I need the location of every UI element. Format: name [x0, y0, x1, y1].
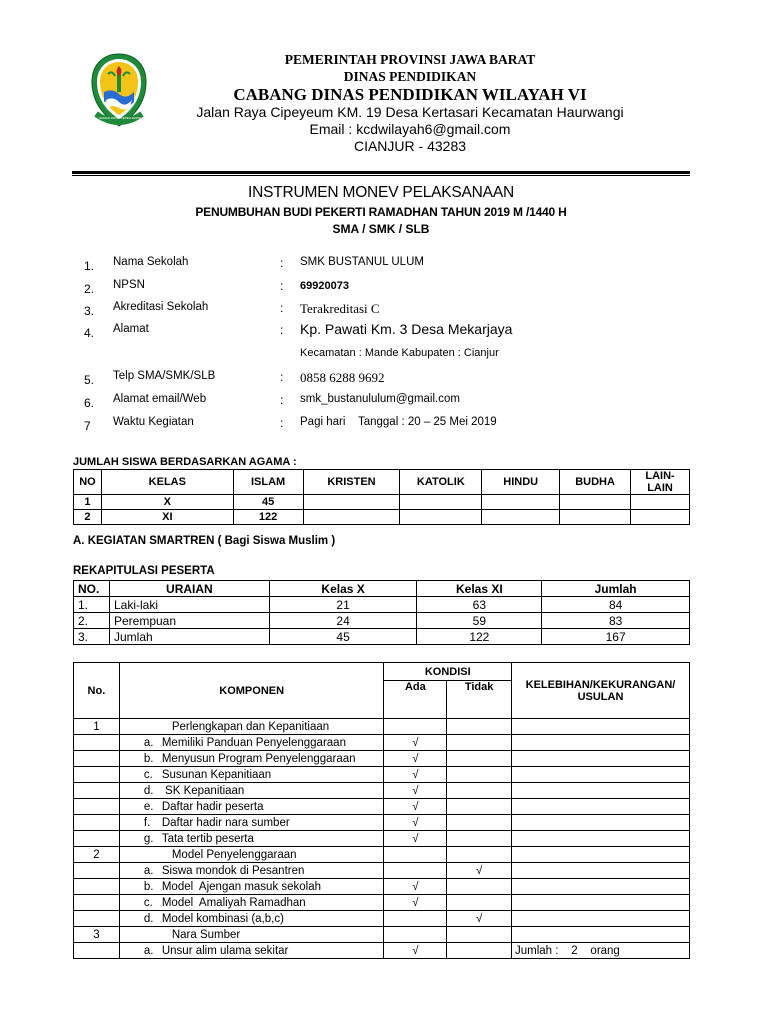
table-cell — [482, 510, 560, 525]
table-row — [74, 613, 690, 629]
table-row — [74, 783, 690, 799]
table-cell: 63 — [417, 597, 542, 613]
table-cell: 45 — [269, 629, 417, 645]
table-row — [74, 597, 690, 613]
header-cell: BUDHA — [560, 470, 631, 495]
table-row — [74, 815, 690, 831]
ada-check: √ — [384, 783, 447, 799]
header-cell: Kelas X — [269, 581, 417, 597]
tidak-check — [447, 895, 512, 911]
tidak-check — [447, 943, 512, 959]
tidak-check — [447, 799, 512, 815]
row-number — [74, 815, 120, 831]
ada-check — [384, 911, 447, 927]
tidak-check — [447, 879, 512, 895]
header-government: PEMERINTAH PROVINSI JAWA BARAT — [284, 52, 536, 67]
notes-cell — [512, 879, 690, 895]
table-cell: 2 — [74, 510, 102, 525]
tidak-check — [447, 783, 512, 799]
tidak-check — [447, 719, 512, 735]
document-subtitle-level: SMA / SMK / SLB — [332, 222, 430, 236]
identity-value-secondary: Kecamatan : Mande Kabupaten : Cianjur — [300, 347, 499, 359]
table-cell: 2. — [74, 613, 110, 629]
identity-label: Waktu Kegiatan — [113, 416, 194, 428]
sub-item-letter: c. — [143, 896, 153, 909]
header-cell: Jumlah — [542, 581, 690, 597]
identity-colon: : — [280, 256, 284, 270]
table-row — [74, 735, 690, 751]
ada-check — [384, 719, 447, 735]
tidak-check — [447, 815, 512, 831]
table-row — [74, 767, 690, 783]
table-cell — [560, 510, 631, 525]
component-cell — [119, 911, 384, 927]
identity-row-phone — [84, 370, 684, 388]
identity-number: 7 — [84, 419, 91, 433]
notes-cell — [512, 783, 690, 799]
header-email: Email : kcdwilayah6@gmail.com — [309, 121, 511, 137]
row-number — [74, 799, 120, 815]
component-cell — [119, 751, 384, 767]
notes-cell — [512, 911, 690, 927]
tidak-check — [447, 767, 512, 783]
header-divider-thick — [72, 171, 690, 174]
component-cell — [119, 943, 384, 959]
component-cell — [119, 767, 384, 783]
table-cell: 122 — [417, 629, 542, 645]
sub-item-label: Daftar hadir peserta — [161, 800, 264, 813]
identity-label: NPSN — [113, 279, 145, 291]
sub-item-letter: b. — [143, 752, 154, 765]
recap-heading: REKAPITULASI PESERTA — [73, 565, 215, 577]
sub-item-letter: a. — [143, 736, 154, 749]
participant-recap-table — [73, 580, 690, 645]
table-cell: XI — [101, 510, 233, 525]
identity-label: Alamat email/Web — [113, 393, 207, 405]
row-number — [74, 831, 120, 847]
identity-label: Telp SMA/SMK/SLB — [113, 370, 216, 382]
row-number — [74, 895, 120, 911]
sub-item-label: Unsur alim ulama sekitar — [161, 944, 289, 957]
ada-check: √ — [384, 767, 447, 783]
row-number — [74, 783, 120, 799]
sub-item-label: SK Kepanitiaan — [161, 784, 245, 797]
header-no: No. — [74, 663, 120, 719]
identity-number: 4. — [84, 326, 95, 340]
identity-value: SMK BUSTANUL ULUM — [300, 256, 424, 268]
sub-item-label: Menyusun Program Penyelenggaraan — [161, 752, 356, 765]
identity-number: 2. — [84, 282, 95, 296]
identity-value: Kp. Pawati Km. 3 Desa Mekarjaya — [300, 321, 513, 337]
row-number — [74, 751, 120, 767]
header-cell: HINDU — [482, 470, 560, 495]
table-row — [74, 629, 690, 645]
row-number — [74, 767, 120, 783]
row-number — [74, 863, 120, 879]
ada-check: √ — [384, 815, 447, 831]
table-row — [74, 943, 690, 959]
notes-cell — [512, 847, 690, 863]
notes-cell — [512, 927, 690, 943]
notes-cell — [512, 863, 690, 879]
component-cell — [119, 879, 384, 895]
header-cell: URAIAN — [109, 581, 269, 597]
component-cell — [119, 927, 384, 943]
row-number — [74, 943, 120, 959]
table-cell: 83 — [542, 613, 690, 629]
component-cell — [119, 719, 384, 735]
tidak-check — [447, 927, 512, 943]
row-number — [74, 735, 120, 751]
notes-cell — [512, 831, 690, 847]
identity-value: Terakreditasi C — [300, 301, 380, 316]
sub-item-letter: f. — [143, 816, 151, 829]
identity-row-address — [84, 323, 684, 341]
ada-check: √ — [384, 895, 447, 911]
header-component: KOMPONEN — [119, 663, 384, 719]
table-header-row — [74, 581, 690, 597]
table-cell — [560, 495, 631, 510]
table-cell: 1 — [74, 495, 102, 510]
table-header-row — [74, 470, 690, 495]
header-cell: KRISTEN — [303, 470, 400, 495]
table-cell: Laki-laki — [109, 597, 269, 613]
table-row — [74, 799, 690, 815]
header-cell: KATOLIK — [400, 470, 482, 495]
table-row — [74, 847, 690, 863]
notes-cell — [512, 735, 690, 751]
sub-item-label: Tata tertib peserta — [161, 832, 254, 845]
table-cell: 21 — [269, 597, 417, 613]
identity-value: smk_bustanululum@gmail.com — [300, 393, 460, 405]
sub-item-label: Memiliki Panduan Penyelenggaraan — [161, 736, 346, 749]
document-title: INSTRUMEN MONEV PELAKSANAAN — [248, 184, 514, 201]
component-cell — [119, 735, 384, 751]
sub-item-label: Susunan Kepanitiaan — [161, 768, 272, 781]
identity-row-school-name — [84, 256, 684, 274]
identity-row-email — [84, 393, 684, 411]
table-cell — [303, 510, 400, 525]
notes-cell — [512, 719, 690, 735]
header-cabang: CABANG DINAS PENDIDIKAN WILAYAH VI — [233, 85, 587, 104]
identity-colon: : — [280, 323, 284, 337]
header-dinas: DINAS PENDIDIKAN — [343, 69, 477, 84]
table-cell: X — [101, 495, 233, 510]
group-label: Nara Sumber — [171, 928, 241, 941]
identity-value: 69920073 — [300, 280, 349, 292]
header-notes: KELEBIHAN/KEKURANGAN/ USULAN — [512, 663, 690, 719]
header-cell: LAIN-LAIN — [631, 470, 690, 495]
table-row — [74, 927, 690, 943]
identity-number: 5. — [84, 373, 95, 387]
identity-colon: : — [280, 393, 284, 407]
sub-item-label: Siswa mondok di Pesantren — [161, 864, 305, 877]
identity-label: Nama Sekolah — [113, 256, 189, 268]
ada-check — [384, 863, 447, 879]
table-cell: 3. — [74, 629, 110, 645]
sub-item-letter: b. — [143, 880, 154, 893]
table-row — [74, 495, 690, 510]
notes-cell — [512, 799, 690, 815]
religion-table-heading: JUMLAH SISWA BERDASARKAN AGAMA : — [73, 456, 297, 468]
header-cell: KELAS — [101, 470, 233, 495]
ada-check: √ — [384, 831, 447, 847]
sub-item-letter: g. — [143, 832, 154, 845]
component-cell — [119, 815, 384, 831]
table-cell: Jumlah — [109, 629, 269, 645]
table-header-row — [74, 663, 690, 681]
row-number: 3 — [74, 927, 120, 943]
identity-row-schedule — [84, 416, 684, 434]
header-cell: NO — [74, 470, 102, 495]
identity-label: Akreditasi Sekolah — [113, 301, 209, 313]
table-cell: 122 — [233, 510, 303, 525]
row-number: 1 — [74, 719, 120, 735]
component-cell — [119, 895, 384, 911]
identity-row-accreditation — [84, 301, 684, 319]
section-a-heading: A. KEGIATAN SMARTREN ( Bagi Siswa Muslim ) — [73, 535, 336, 547]
component-table-body — [74, 719, 690, 959]
header-address: Jalan Raya Cipeyeum KM. 19 Desa Kertasari Kecamatan Haurwangi — [196, 104, 624, 120]
row-number: 2 — [74, 847, 120, 863]
table-row — [74, 751, 690, 767]
header-city: CIANJUR - 43283 — [353, 138, 467, 154]
header-cell: ISLAM — [233, 470, 303, 495]
table-cell — [303, 495, 400, 510]
notes-cell: Jumlah : 2 orang — [512, 943, 690, 959]
table-row — [74, 863, 690, 879]
sub-item-letter: c. — [143, 768, 153, 781]
sub-item-label: Model Ajengan masuk sekolah — [161, 880, 322, 893]
ada-check — [384, 847, 447, 863]
identity-row-address-line2 — [84, 347, 684, 365]
identity-row-npsn — [84, 279, 684, 297]
table-cell — [400, 495, 482, 510]
ada-check: √ — [384, 799, 447, 815]
header-tidak: Tidak — [447, 681, 512, 719]
table-row — [74, 895, 690, 911]
religion-table — [73, 469, 690, 525]
row-number — [74, 879, 120, 895]
table-row — [74, 510, 690, 525]
table-cell — [400, 510, 482, 525]
document-subtitle: PENUMBUHAN BUDI PEKERTI RAMADHAN TAHUN 2019 M /1440 H — [195, 205, 567, 219]
tidak-check — [447, 735, 512, 751]
identity-colon: : — [280, 301, 284, 315]
sub-item-label: Daftar hadir nara sumber — [161, 816, 290, 829]
ada-check: √ — [384, 943, 447, 959]
identity-value: Pagi hari Tanggal : 20 – 25 Mei 2019 — [300, 416, 497, 428]
table-cell: 84 — [542, 597, 690, 613]
notes-cell — [512, 767, 690, 783]
sub-item-letter: a. — [143, 864, 154, 877]
notes-cell — [512, 895, 690, 911]
group-label: Perlengkapan dan Kepanitiaan — [171, 720, 330, 733]
sub-item-label: Model Amaliyah Ramadhan — [161, 896, 306, 909]
table-cell — [631, 510, 690, 525]
identity-label: Alamat — [113, 323, 149, 335]
identity-number: 3. — [84, 304, 95, 318]
table-row — [74, 911, 690, 927]
sub-item-label: Model kombinasi (a,b,c) — [161, 912, 284, 925]
identity-value: 0858 6288 9692 — [300, 370, 385, 385]
table-cell: Perempuan — [109, 613, 269, 629]
identity-number: 6. — [84, 396, 95, 410]
row-number — [74, 911, 120, 927]
header-cell: NO. — [74, 581, 110, 597]
table-cell — [631, 495, 690, 510]
component-cell — [119, 863, 384, 879]
identity-number: 1. — [84, 259, 95, 273]
component-cell — [119, 847, 384, 863]
notes-cell — [512, 815, 690, 831]
sub-item-letter: d. — [143, 784, 154, 797]
identity-colon: : — [280, 370, 284, 384]
table-row — [74, 831, 690, 847]
ada-check: √ — [384, 879, 447, 895]
table-cell: 1. — [74, 597, 110, 613]
table-cell: 45 — [233, 495, 303, 510]
table-cell: 59 — [417, 613, 542, 629]
ada-check: √ — [384, 751, 447, 767]
table-cell — [482, 495, 560, 510]
group-label: Model Penyelenggaraan — [171, 848, 297, 861]
sub-item-letter: e. — [143, 800, 154, 813]
ada-check: √ — [384, 735, 447, 751]
sub-item-letter: d. — [143, 912, 154, 925]
component-cell — [119, 783, 384, 799]
header-cell: Kelas XI — [417, 581, 542, 597]
table-cell: 167 — [542, 629, 690, 645]
tidak-check: √ — [447, 911, 512, 927]
component-checklist-table — [73, 662, 690, 959]
notes-cell — [512, 751, 690, 767]
header-ada: Ada — [384, 681, 447, 719]
tidak-check — [447, 831, 512, 847]
ada-check — [384, 927, 447, 943]
component-cell — [119, 799, 384, 815]
tidak-check — [447, 847, 512, 863]
table-cell: 24 — [269, 613, 417, 629]
tidak-check — [447, 751, 512, 767]
sub-item-letter: a. — [143, 944, 154, 957]
header-divider-thin — [72, 175, 690, 176]
header-condition: KONDISI — [384, 663, 512, 681]
logo-motto: GEMAH RIPAH REPEH RAPIH — [99, 116, 141, 120]
component-cell — [119, 831, 384, 847]
identity-colon: : — [280, 416, 284, 430]
table-row — [74, 879, 690, 895]
identity-colon: : — [280, 279, 284, 293]
tidak-check: √ — [447, 863, 512, 879]
table-row — [74, 719, 690, 735]
